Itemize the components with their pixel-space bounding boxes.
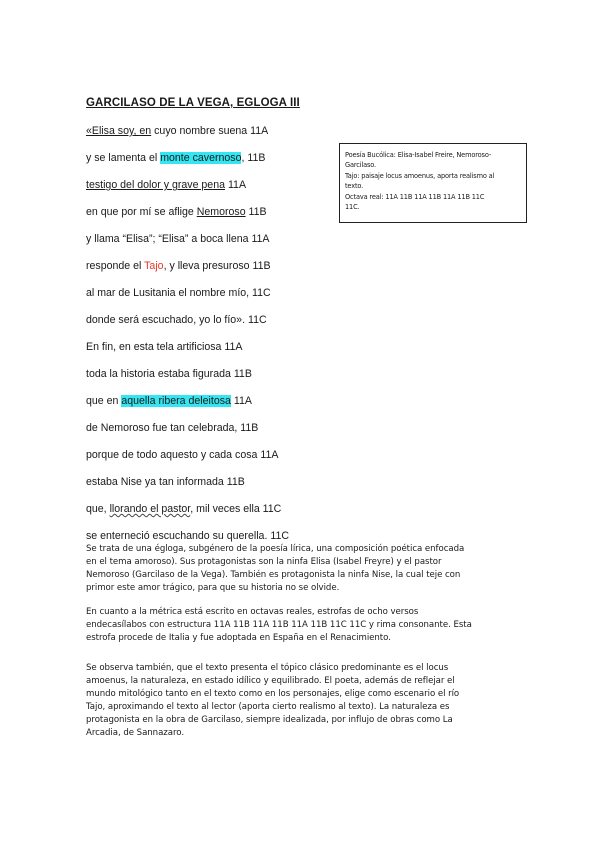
paragraph-line: Arcadia, de Sannazaro. — [86, 728, 185, 738]
annotation-line: Poesía Bucólica: Elisa-Isabel Freire, Nemoroso- — [345, 151, 492, 159]
verse-text: toda la historia estaba figurada 11B — [86, 368, 252, 380]
verse-text: responde el — [86, 260, 145, 272]
annotation-line: Garcilaso. — [345, 161, 376, 170]
verse-line — [86, 152, 265, 164]
verse-text: En fin, en esta tela artificiosa 11A — [86, 341, 243, 353]
verse-line — [86, 287, 271, 299]
verse-line — [86, 395, 252, 407]
verse-text: , mil veces ella 11C — [190, 503, 282, 515]
underlined-phrase: testigo del dolor y grave pena — [86, 179, 225, 191]
paragraph-line: Nemoroso (Garcilaso de la Vega). También es protagonista la ninfa Nise, la cual teje con — [86, 570, 461, 580]
annotation-box — [339, 143, 527, 223]
paragraph-line: en el tema amoroso). Sus protagonistas son la ninfa Elisa (Isabel Freyre) y el pastor — [86, 557, 442, 567]
verse-line — [86, 233, 270, 245]
verse-text: y llama “Elisa”; “Elisa” a boca llena 11A — [86, 233, 270, 245]
verse-text: que, — [86, 503, 110, 515]
underlined-phrase: llorando el pastor — [109, 503, 191, 515]
verse-line — [86, 422, 258, 434]
verse-line — [86, 179, 246, 191]
annotation-line: texto. — [345, 182, 364, 191]
red-word: Tajo — [144, 260, 164, 272]
verse-text: «Elisa soy, — [86, 125, 140, 137]
paragraph-line: protagonista en la obra de Garcilaso, siempre idealizada, por influjo de obras como La — [86, 715, 453, 725]
verse-text: al mar de Lusitania el nombre mío, 11C — [86, 287, 271, 299]
verse-text: donde será escuchado, yo lo fío». 11C — [86, 314, 267, 326]
verse-line — [86, 125, 268, 137]
verse-text: 11B — [245, 206, 267, 218]
paragraph-line: Se observa también, que el texto presenta el tópico clásico predominante es el locus — [86, 663, 449, 673]
verse-text: en que por mí se aflige — [86, 206, 197, 218]
paragraph-line: estrofa procede de Italia y fue adoptada en España en el Renacimiento. — [86, 633, 391, 643]
paragraph-line: mundo mitológico tanto en el texto como en los personajes, elige como escenario el río — [86, 689, 460, 699]
highlighted-phrase: monte cavernoso — [160, 152, 242, 164]
underlined-phrase: Nemoroso — [196, 206, 246, 218]
paragraph-line: amoenus, la naturaleza, en estado idílico y equilibrado. El poeta, además de reflejar el — [86, 676, 455, 686]
verse-line — [86, 260, 271, 272]
verse-text: de Nemoroso fue tan celebrada, 11B — [86, 422, 259, 434]
verse-text: se enterneció escuchando su querella. 11C — [86, 530, 289, 542]
verse-line — [86, 476, 245, 488]
paragraph — [86, 606, 518, 645]
paragraph — [86, 662, 518, 740]
verse-text: en — [139, 125, 152, 137]
paragraph-line: En cuanto a la métrica está escrito en octavas reales, estrofas de ocho versos — [86, 607, 419, 617]
paragraph-line: endecasílabos con estructura 11A 11B 11A 11B 11A 11B 11C 11C y rima consonante. Esta — [86, 620, 472, 630]
paragraph-line: Tajo, aproximando el texto al lector (aporta cierto realismo al texto). La naturaleza es — [86, 702, 450, 712]
verse-line — [86, 206, 267, 218]
verse-line — [86, 368, 252, 380]
verse-text: 11A — [230, 395, 252, 407]
verse-line — [86, 449, 278, 461]
verse-text: cuyo nombre suena 11A — [151, 125, 269, 137]
verse-text: estaba Nise ya tan informada 11B — [86, 476, 245, 488]
verse-text: , 11B — [241, 152, 266, 164]
verse-text: que en — [86, 395, 122, 407]
annotation-line: Octava real: 11A 11B 11A 11B 11A 11B 11C — [345, 192, 485, 201]
verse-line — [86, 530, 289, 542]
paragraph-line: Se trata de una égloga, subgénero de la poesía lírica, una composición poética enfocada — [86, 544, 465, 554]
paragraph-line: primor este amor trágico, para que su historia no se olvide. — [86, 583, 340, 593]
paragraph — [86, 543, 518, 595]
verse-text: 11A — [225, 179, 247, 191]
annotation-line: Tajo: paisaje locus amoenus, aporta realismo al — [345, 171, 495, 180]
verse-line — [86, 341, 242, 353]
verse-line — [86, 314, 267, 326]
verse-text: y se lamenta el — [86, 152, 161, 164]
annotation-line: 11C. — [345, 203, 360, 212]
highlighted-phrase: aquella ribera deleitosa — [121, 395, 231, 407]
verse-text: , y lleva presuroso 11B — [163, 260, 271, 272]
verse-text: porque de todo aquesto y cada cosa 11A — [86, 449, 279, 461]
document-title: GARCILASO DE LA VEGA, EGLOGA III — [86, 97, 300, 109]
verse-line — [86, 503, 281, 515]
